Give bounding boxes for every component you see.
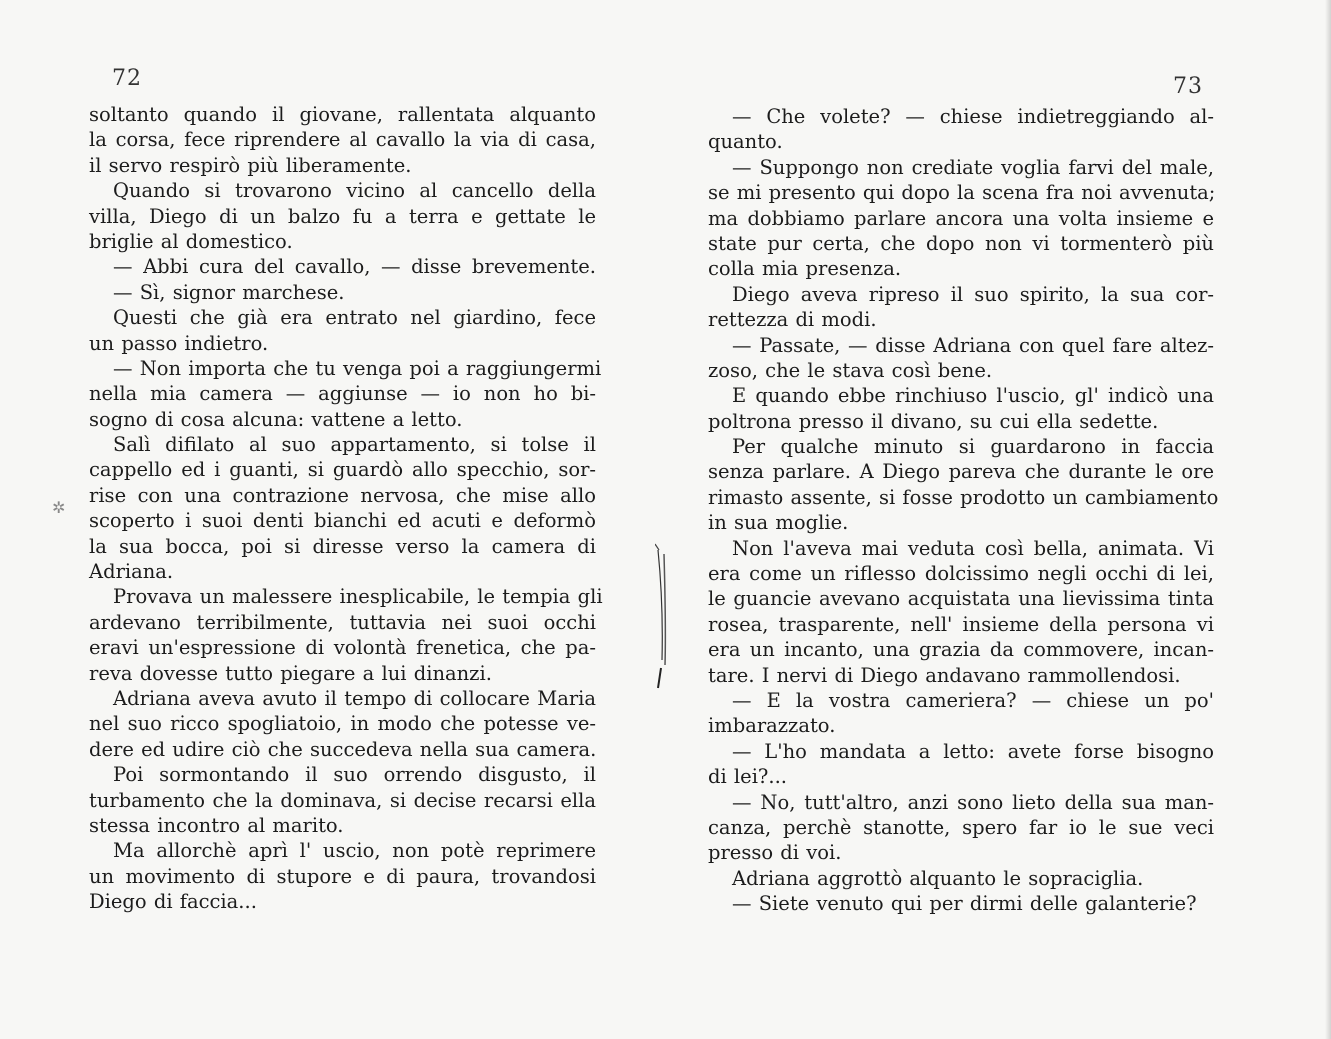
text-line: il servo respirò più liberamente. bbox=[89, 153, 412, 177]
text-line: Diego aveva ripreso il suo spirito, la sua cor- bbox=[732, 282, 1214, 306]
text-line: Adriana. bbox=[89, 560, 174, 584]
text-line: — Che volete? — chiese indietreggiando al- bbox=[732, 105, 1214, 128]
text-line: quanto. bbox=[708, 130, 783, 154]
text-line: — Suppongo non crediate voglia farvi del male, bbox=[732, 155, 1214, 179]
right-page-text bbox=[708, 104, 1219, 917]
text-line: — Non importa che tu venga poi a raggiungermi bbox=[113, 356, 602, 380]
text-line: — L'ho mandata a letto: avete forse bisogno bbox=[732, 739, 1214, 763]
text-line: ardevano terribilmente, tuttavia nei suoi occhi bbox=[89, 610, 596, 634]
text-line: stessa incontro al marito. bbox=[89, 813, 344, 837]
text-line: la sua bocca, poi si diresse verso la camera di bbox=[89, 534, 596, 558]
text-line: dere ed udire ciò che succedeva nella sua camera. bbox=[89, 737, 597, 761]
text-line: nella mia camera — aggiunse — io non ho bi- bbox=[89, 382, 596, 406]
text-line: Provava un malessere inesplicabile, le tempia gli bbox=[113, 585, 603, 609]
text-line: Salì difilato al suo appartamento, si tolse il bbox=[113, 433, 596, 457]
text-line: Diego di faccia... bbox=[89, 890, 257, 914]
right-page bbox=[660, 0, 1331, 1039]
text-line: Per qualche minuto si guardarono in faccia bbox=[732, 435, 1214, 459]
text-line: Questi che già era entrato nel giardino, fece bbox=[113, 306, 596, 330]
page-number-left: 72 bbox=[112, 66, 142, 91]
text-line: state pur certa, che dopo non vi tormenterò più bbox=[708, 231, 1214, 255]
scan-edge-shadow bbox=[1325, 0, 1331, 1039]
text-line: soltanto quando il giovane, rallentata alquanto bbox=[89, 103, 596, 126]
text-line: rettezza di modi. bbox=[708, 308, 877, 332]
text-line: — Passate, — disse Adriana con quel fare altez- bbox=[732, 333, 1214, 357]
text-line: un passo indietro. bbox=[89, 331, 269, 355]
text-line: la corsa, fece riprendere al cavallo la via di casa, bbox=[89, 128, 596, 152]
text-line: di lei?... bbox=[708, 765, 787, 789]
text-line: ma dobbiamo parlare ancora una volta insieme e bbox=[708, 206, 1214, 230]
page-number-right: 73 bbox=[1173, 74, 1203, 99]
left-page-text bbox=[89, 102, 603, 915]
text-line: le guancie avevano acquistata una lievissima tinta bbox=[708, 587, 1214, 611]
left-page bbox=[0, 0, 660, 1039]
text-line: villa, Diego di un balzo fu a terra e gettate le bbox=[89, 204, 596, 228]
text-line: era come un riflesso dolcissimo negli occhi di lei, bbox=[708, 562, 1214, 586]
text-line: in sua moglie. bbox=[708, 511, 849, 535]
text-line: Ma allorchè aprì l' uscio, non potè reprimere bbox=[113, 839, 596, 863]
text-line: rimasto assente, si fosse prodotto un cambiamento bbox=[708, 485, 1219, 509]
text-line: canza, perchè stanotte, spero far io le sue veci bbox=[708, 815, 1214, 839]
text-line: — No, tutt'altro, anzi sono lieto della sua man- bbox=[732, 790, 1214, 814]
text-line: — Sì, signor marchese. bbox=[113, 280, 345, 304]
text-line: se mi presento qui dopo la scena fra noi avvenuta; bbox=[708, 181, 1216, 205]
text-line: presso di voi. bbox=[708, 841, 842, 865]
text-line: Quando si trovarono vicino al cancello della bbox=[113, 179, 596, 203]
text-line: poltrona presso il divano, su cui ella sedette. bbox=[708, 409, 1159, 433]
text-line: — E la vostra cameriera? — chiese un po' bbox=[732, 688, 1214, 712]
text-line: — Abbi cura del cavallo, — disse brevemente. bbox=[113, 255, 596, 279]
text-line: reva dovesse tutto piegare a lui dinanzi. bbox=[89, 661, 492, 685]
text-line: Non l'aveva mai veduta così bella, animata. Vi bbox=[732, 536, 1214, 560]
text-line: turbamento che la dominava, si decise recarsi ella bbox=[89, 788, 596, 812]
text-line: Adriana aggrottò alquanto le sopraciglia. bbox=[732, 866, 1144, 890]
text-line: sogno di cosa alcuna: vattene a letto. bbox=[89, 407, 463, 431]
text-line: era un incanto, una grazia da commovere, incan- bbox=[708, 638, 1214, 662]
text-line: imbarazzato. bbox=[708, 714, 836, 738]
text-line: cappello ed i guanti, si guardò allo specchio, sor- bbox=[89, 458, 596, 482]
text-line: rise con una contrazione nervosa, che mise allo bbox=[89, 483, 596, 507]
text-line: E quando ebbe rinchiuso l'uscio, gl' indicò una bbox=[732, 384, 1214, 408]
text-line: senza parlare. A Diego pareva che durante le ore bbox=[708, 460, 1214, 484]
text-line: nel suo ricco spogliatoio, in modo che potesse ve- bbox=[89, 712, 596, 736]
text-line: briglie al domestico. bbox=[89, 229, 293, 253]
text-line: Poi sormontando il suo orrendo disgusto, il bbox=[113, 763, 596, 787]
text-line: tare. I nervi di Diego andavano rammollendosi. bbox=[708, 663, 1181, 687]
text-line: eravi un'espressione di volontà frenetica, che pa- bbox=[89, 636, 596, 660]
text-line: rosea, trasparente, nell' insieme della persona vi bbox=[708, 612, 1214, 636]
text-line: zoso, che le stava così bene. bbox=[708, 358, 993, 382]
text-line: — Siete venuto qui per dirmi delle galanterie? bbox=[732, 892, 1197, 916]
text-line: Adriana aveva avuto il tempo di collocare Maria bbox=[113, 686, 596, 710]
text-line: scoperto i suoi denti bianchi ed acuti e deformò bbox=[89, 509, 596, 533]
scan-speck: ✲ bbox=[52, 498, 66, 517]
text-line: un movimento di stupore e di paura, trovandosi bbox=[89, 864, 596, 888]
text-line: colla mia presenza. bbox=[708, 257, 902, 281]
